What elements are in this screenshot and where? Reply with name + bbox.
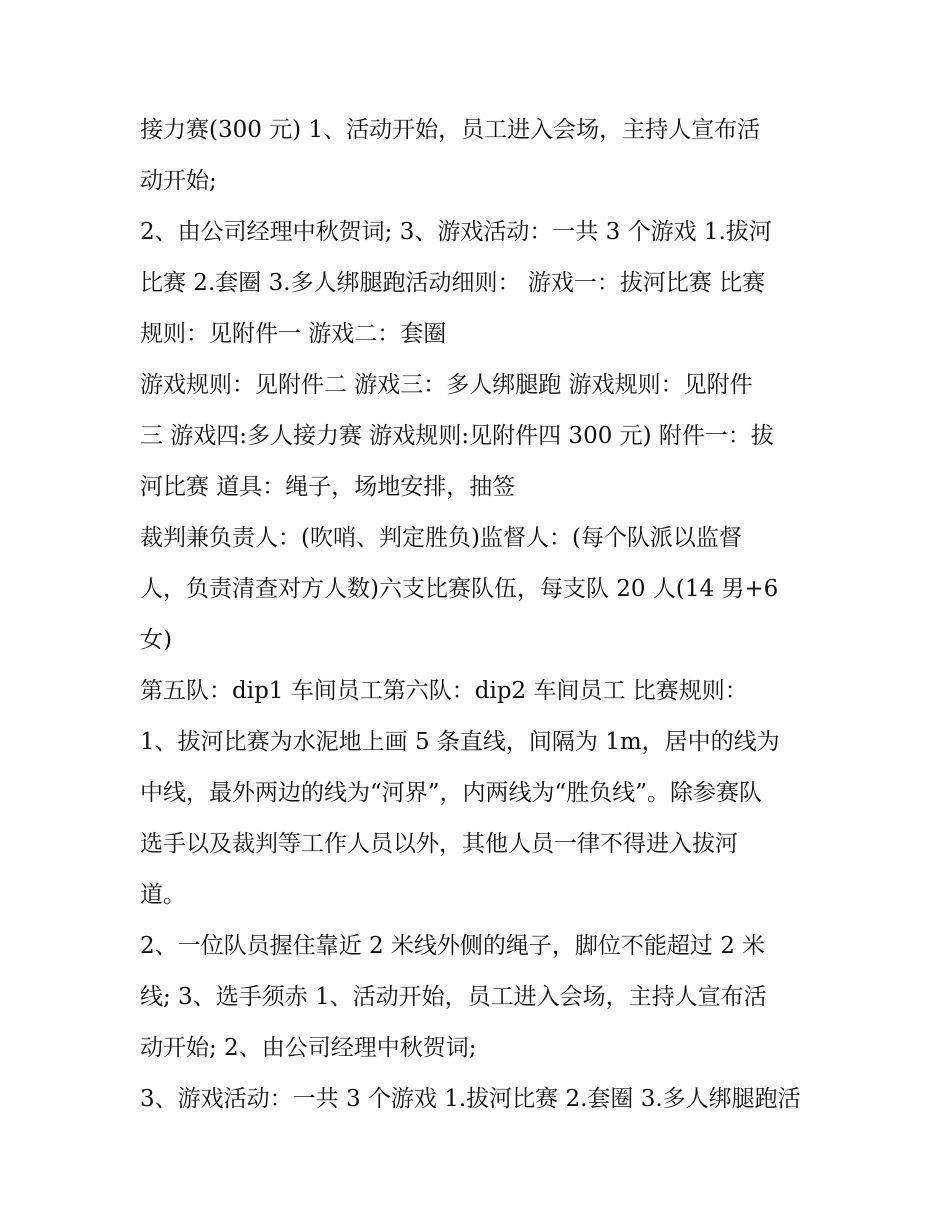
text-line: 线; 3、选手须赤 1、活动开始，员工进入会场，主持人宣布活 <box>140 984 767 1010</box>
paragraph-1 <box>140 105 812 207</box>
text-line: 三 游戏四:多人接力赛 游戏规则:见附件四 300 元) 附件一：拔 <box>140 423 774 449</box>
text-line: 道。 <box>140 882 186 908</box>
paragraph-2 <box>140 207 812 360</box>
paragraph-7 <box>140 921 812 1074</box>
text-line: 中线，最外两边的线为“河界”，内两线为“胜负线”。除参赛队 <box>140 780 763 806</box>
text-line: 规则：见附件一 游戏二：套圈 <box>140 321 447 347</box>
paragraph-4 <box>140 513 812 666</box>
text-line: 游戏规则：见附件二 游戏三：多人绑腿跑 游戏规则：见附件 <box>140 372 753 398</box>
text-line: 动开始; 2、由公司经理中秋贺词; <box>140 1035 477 1061</box>
text-line: 河比赛 道具：绳子，场地安排，抽签 <box>140 474 516 500</box>
paragraph-5 <box>140 666 812 717</box>
text-line: 第五队：dip1 车间员工第六队：dip2 车间员工 比赛规则： <box>140 678 748 704</box>
text-line: 裁判兼负责人：(吹哨、判定胜负)监督人：(每个队派以监督 <box>140 525 742 551</box>
text-line: 1、拔河比赛为水泥地上画 5 条直线，间隔为 1m，居中的线为 <box>140 729 780 755</box>
text-line: 选手以及裁判等工作人员以外，其他人员一律不得进入拔河 <box>140 831 738 857</box>
text-line: 3、游戏活动：一共 3 个游戏 1.拔河比赛 2.套圈 3.多人绑腿跑活 <box>140 1086 801 1112</box>
text-line: 人，负责清查对方人数)六支比赛队伍，每支队 20 人(14 男+6 <box>140 576 779 602</box>
text-line: 女) <box>140 627 172 653</box>
document-body <box>140 105 812 1125</box>
text-line: 接力赛(300 元) 1、活动开始，员工进入会场，主持人宣布活 <box>140 117 761 143</box>
paragraph-3 <box>140 360 812 513</box>
paragraph-8 <box>140 1074 812 1125</box>
paragraph-6 <box>140 717 812 921</box>
text-line: 动开始; <box>140 168 217 194</box>
text-line: 2、一位队员握住靠近 2 米线外侧的绳子，脚位不能超过 2 米 <box>140 933 766 959</box>
text-line: 比赛 2.套圈 3.多人绑腿跑活动细则： 游戏一：拔河比赛 比赛 <box>140 270 766 296</box>
text-line: 2、由公司经理中秋贺词; 3、游戏活动：一共 3 个游戏 1.拔河 <box>140 219 772 245</box>
